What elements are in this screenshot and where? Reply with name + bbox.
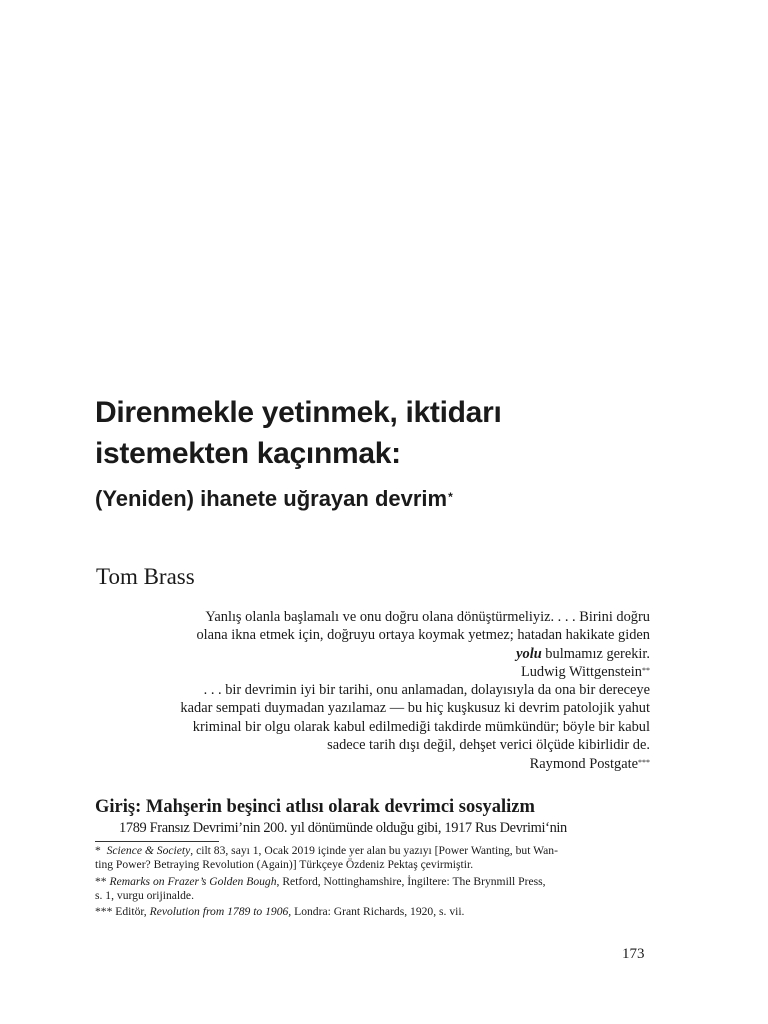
epigraph-line: kriminal bir olgu olarak kabul edilmediği takdirde mümkündür; böyle bir kabul	[192, 718, 650, 735]
footnote-mark: ***	[95, 905, 113, 919]
chapter-subtitle-text: (Yeniden) ihanete uğrayan devrim	[95, 486, 448, 511]
footnote-text: , Retford, Nottinghamshire, İngiltere: The Brynmill Press,	[276, 874, 546, 888]
epigraph-line-rest: bulmamız gerekir.	[541, 645, 650, 662]
footnote-italic: Remarks on Frazer’s Golden Bough	[109, 874, 277, 888]
footnote-1	[95, 844, 651, 872]
footnote-mark: **	[95, 874, 107, 888]
epigraph-line	[70, 645, 650, 663]
epigraph-line: . . . bir devrimin iyi bir tarihi, onu anlamadan, dolayısıyla da ona bir dereceye	[203, 682, 650, 698]
epigraph-attribution-name: Ludwig Wittgenstein	[520, 664, 642, 681]
footnote-divider	[95, 841, 219, 842]
footnote-text: Londra: Grant Richards, 1920, s. vii.	[291, 905, 465, 919]
epigraph-line: Yanlış olanla başlamalı ve onu doğru olana dönüştürmeliyiz. . . . Birini doğru	[205, 609, 650, 625]
footnote-text: Editör,	[115, 905, 147, 919]
epigraph-attribution	[70, 755, 650, 773]
attribution-footnote-mark: ***	[638, 757, 650, 767]
epigraph-emphasis: yolu	[516, 645, 542, 662]
epigraph-attribution	[70, 663, 650, 681]
subtitle-footnote-mark: *	[448, 490, 453, 504]
epigraph-postgate	[70, 681, 650, 773]
chapter-subtitle	[95, 484, 453, 514]
footnote-italic: Revolution from 1789 to 1906,	[149, 905, 292, 919]
footnotes	[95, 844, 651, 922]
footnote-3	[95, 905, 651, 919]
page-number: 173	[622, 946, 645, 962]
epigraph-line: olana ikna etmek için, doğruyu ortaya koymak yetmez; hatadan hakikate giden	[196, 627, 650, 644]
epigraph-line: sadece tarih dışı değil, dehşet verici ölçüde kibirlidir de.	[327, 737, 650, 754]
author-name: Tom Brass	[96, 564, 195, 589]
footnote-text: , cilt 83, sayı 1, Ocak 2019 içinde yer alan bu yazıyı [Power Wanting, but Wan-	[190, 844, 558, 857]
attribution-footnote-mark: **	[642, 666, 650, 676]
footnote-2	[95, 875, 651, 903]
footnote-mark: *	[95, 844, 101, 857]
section-heading: Giriş: Mahşerin beşinci atlısı olarak devrimci sosyalizm	[95, 797, 535, 817]
epigraph-wittgenstein	[70, 608, 650, 682]
body-text-first-line: 1789 Fransız Devrimi’nin 200. yıl dönümünde olduğu gibi, 1917 Rus Devrimi‘nin	[119, 820, 567, 836]
chapter-title-line-2: istemekten kaçınmak:	[95, 437, 401, 470]
chapter-title-line-1: Direnmekle yetinmek, iktidarı	[95, 396, 502, 429]
epigraph-line: kadar sempati duymadan yazılamaz — bu hiç kuşkusuz ki devrim patolojik yahut	[180, 700, 650, 717]
epigraph-attribution-name: Raymond Postgate	[529, 755, 638, 772]
footnote-text: ting Power? Betraying Revolution (Again)] Türkçeye Özdeniz Pektaş çevirmiştir.	[95, 858, 474, 872]
footnote-italic: Science & Society	[106, 844, 191, 857]
footnote-text: s. 1, vurgu orijinalde.	[95, 888, 194, 902]
chapter-title	[95, 392, 675, 474]
